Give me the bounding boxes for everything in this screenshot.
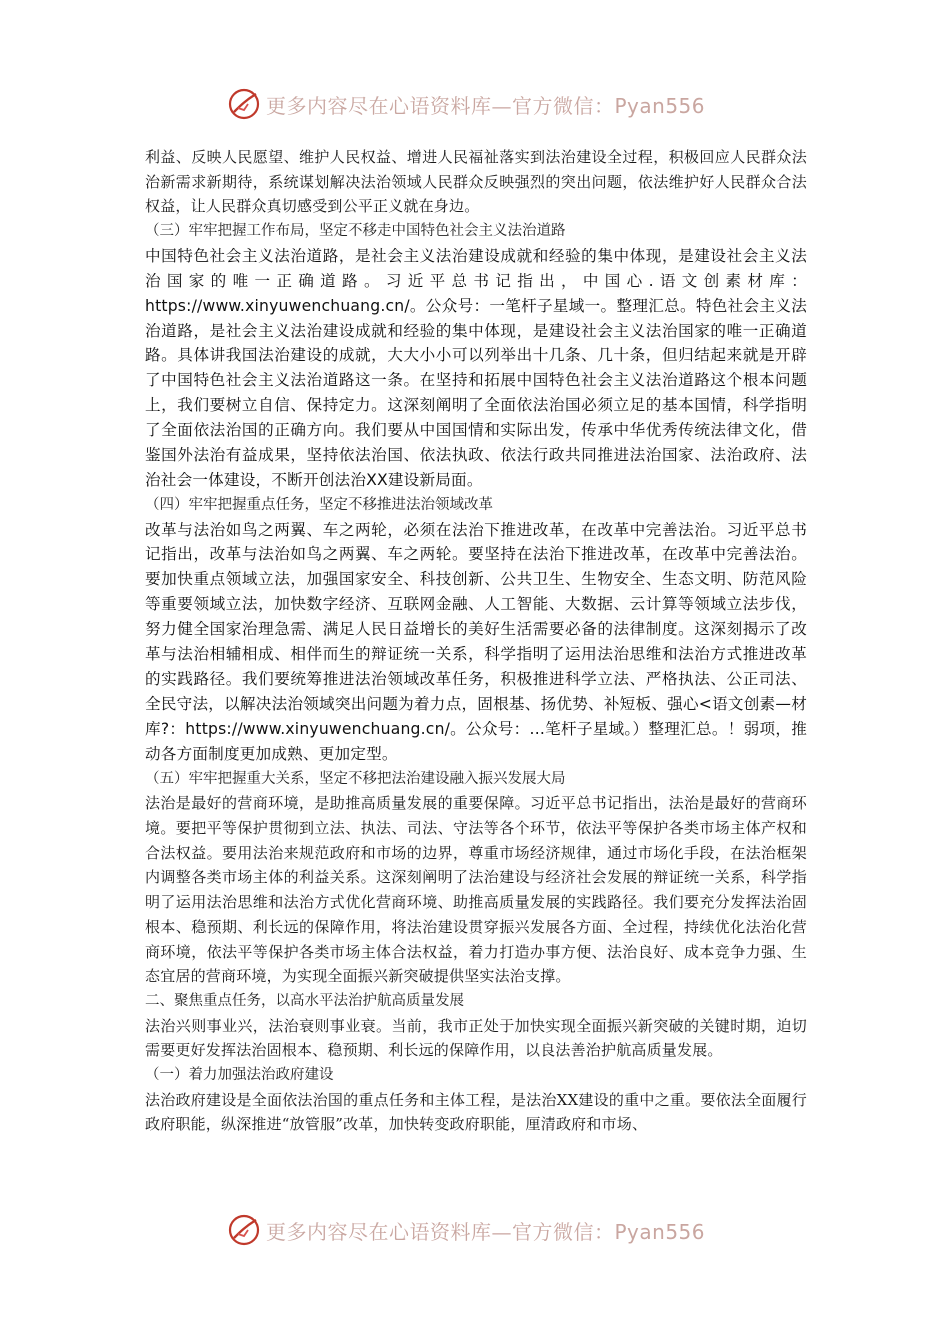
header-banner	[226, 84, 746, 124]
paragraph: 利益、反映人民愿望、维护人民权益、增进人民福祉落实到法治建设全过程，积极回应人民群众法治新需求新期待，系统谋划解决法治领域人民群众反映强烈的突出问题，依法维护好人民群众合法权益，让人民群众真切感受到公平正义就在身边。	[145, 148, 807, 216]
banner-text: 更多内容尽在心语资料库—官方微信：Pyan556	[266, 93, 706, 118]
paragraph: 改革与法治如鸟之两翼、车之两轮，必须在法治下推进改革，在改革中完善法治。习近平总书记指出，改革与法治如鸟之两翼、车之两轮。要坚持在法治下推进改革，在改革中完善法治。要加快重点领域立法，加强国家安全、科技创新、公共卫生、生物安全、生态文明、防范风险等重要领域立法，加快数字经济、互联网金融、人工智能、大数据、云计算等领域立法步伐，努力健全国家治理急需、满足人民日益增长的美好生活需要必备的法律制度。这深刻揭示了改革与法治相辅相成、相伴而生的辩证统一关系，科学指明了运用法治思维和法治方式推进改革的实践路径。我们要统筹推进法治领域改革任务，积极推进科学立法、严格执法、公正司法、全民守法，以解决法治领域突出问题为着力点，固根基、扬优势、补短板、强心<语文创素—材库?：https://www.xinyuwenchuang.cn/。公众号：...笔杆子星域。）整理汇总。！弱项，推动各方面制度更加成熟、更加定型。	[145, 520, 807, 763]
logo-icon	[226, 1212, 262, 1248]
section-heading: （一）着力加强法治政府建设	[145, 1067, 334, 1084]
section-heading: （三）牢牢把握工作布局，坚定不移走中国特色社会主义法治道路	[145, 223, 566, 240]
paragraph: 法治是最好的营商环境，是助推高质量发展的重要保障。习近平总书记指出，法治是最好的营商环境。要把平等保护贯彻到立法、执法、司法、守法等各个环节，依法平等保护各类市场主体产权和合法权益。要用法治来规范政府和市场的边界，尊重市场经济规律，通过市场化手段，在法治框架内调整各类市场主体的利益关系。这深刻阐明了法治建设与经济社会发展的辩证统一关系，科学指明了运用法治思维和法治方式优化营商环境、助推高质量发展的实践路径。我们要充分发挥法治固根本、稳预期、利长远的保障作用，将法治建设贯穿振兴发展各方面、全过程，持续优化法治化营商环境，依法平等保护各类市场主体合法权益，着力打造办事方便、法治良好、成本竞争力强、生态宜居的营商环境，为实现全面振兴新突破提供坚实法治支撑。	[145, 794, 807, 986]
section-heading: （四）牢牢把握重点任务，坚定不移推进法治领域改革	[145, 496, 493, 513]
paragraph: 中国特色社会主义法治道路，是社会主义法治建设成就和经验的集中体现，是建设社会主义法治国家的唯一正确道路。习近平总书记指出，中国心.语文创素材库：https://www.xinyuwenchuang.cn/。公众号：一笔杆子星域一。整理汇总。特色社会主义法治道路，是社会主义法治建设成就和经验的集中体现，是建设社会主义法治国家的唯一正确道路。具体讲我国法治建设的成就，大大小小可以列举出十几条、几十条，但归结起来就是开辟了中国特色社会主义法治道路这一条。在坚持和拓展中国特色社会主义法治道路这个根本问题上，我们要树立自信、保持定力。这深刻阐明了全面依法治国必须立足的基本国情，科学指明了全面依法治国的正确方向。我们要从中国国情和实际出发，传承中华优秀传统法律文化，借鉴国外法治有益成果，坚持依法治国、依法执政、依法行政共同推进法治国家、法治政府、法治社会一体建设，不断开创法治XX建设新局面。	[145, 246, 807, 489]
paragraph: 法治兴则事业兴，法治衰则事业衰。当前，我市正处于加快实现全面振兴新突破的关键时期，迫切需要更好发挥法治固根本、稳预期、利长远的保障作用，以良法善治护航高质量发展。	[145, 1016, 807, 1060]
paragraph: 法治政府建设是全面依法治国的重点任务和主体工程，是法治XX建设的重中之重。要依法全面履行政府职能，纵深推进“放管服”改革，加快转变政府职能，厘清政府和市场、	[145, 1090, 807, 1134]
banner-text: 更多内容尽在心语资料库—官方微信：Pyan556	[266, 1219, 706, 1244]
logo-icon	[226, 86, 262, 122]
section-heading: （五）牢牢把握重大关系，坚定不移把法治建设融入振兴发展大局	[145, 770, 566, 787]
section-heading: 二、聚焦重点任务，以高水平法治护航高质量发展	[145, 992, 464, 1009]
footer-banner	[226, 1210, 746, 1250]
document-body	[145, 145, 807, 1137]
